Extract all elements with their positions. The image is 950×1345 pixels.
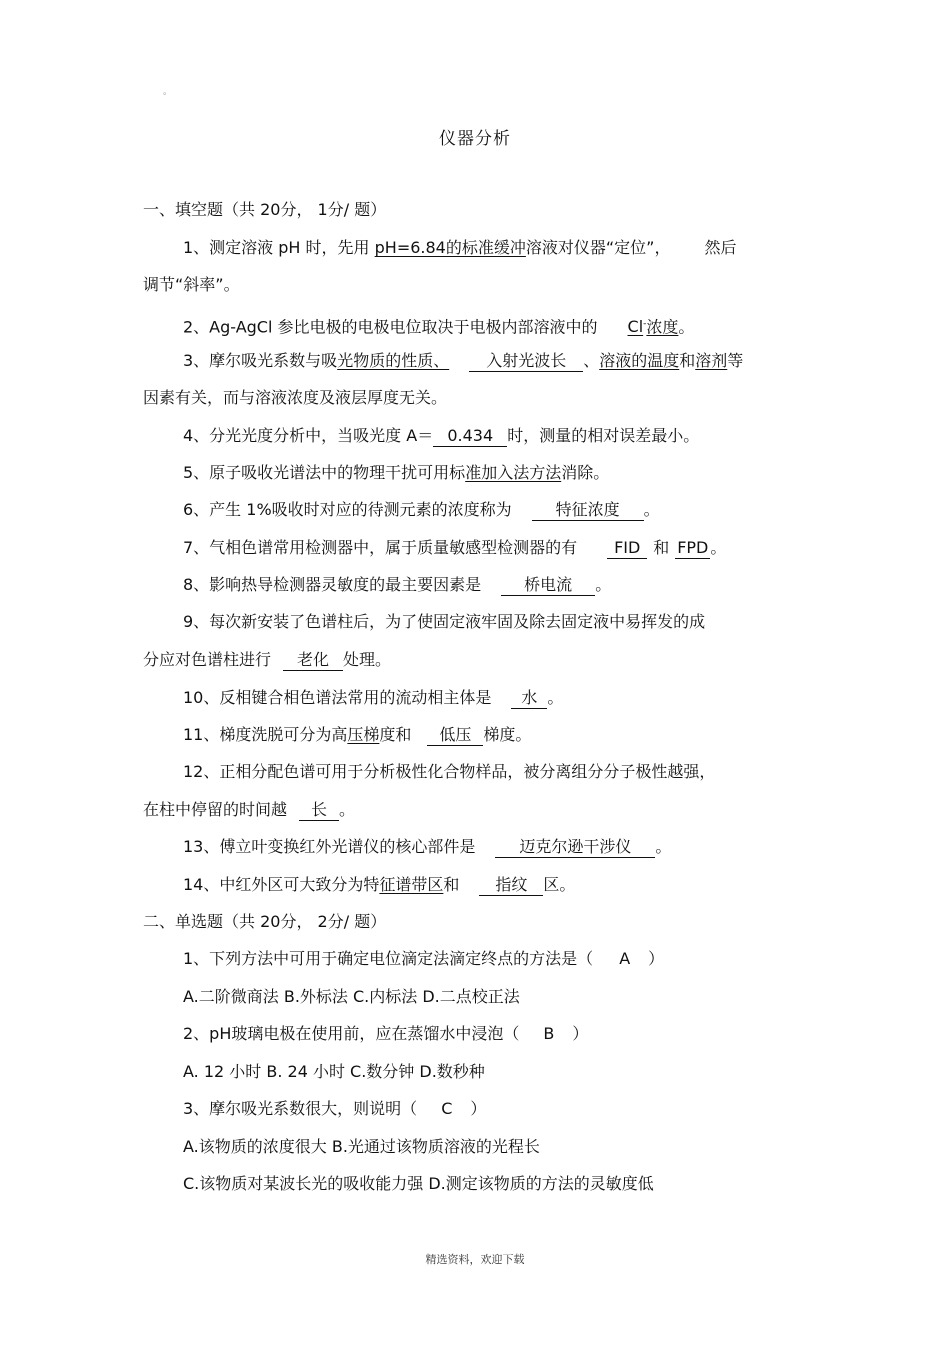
question-7: 7、气相色谱常用检测器中，属于质量敏感型检测器的有 FID 和 FPD 。 bbox=[183, 538, 727, 557]
section-heading-single-choice: 二、单选题（共 20分， 2分/ 题） bbox=[143, 912, 387, 931]
question-2: 2、Ag-AgCl 参比电极的电极电位取决于电极内部溶液中的 Cl-浓度。 bbox=[183, 317, 695, 337]
mc-question-3: 3、摩尔吸光系数很大，则说明（ C ） bbox=[183, 1099, 487, 1118]
section-heading-fill-blank: 一、填空题（共 20分， 1分/ 题） bbox=[143, 200, 387, 219]
page-marker: 。 bbox=[163, 87, 173, 97]
question-9-line-2: 分应对色谱柱进行 老化 处理。 bbox=[143, 650, 392, 669]
mc-question-2: 2、pH玻璃电极在使用前，应在蒸馏水中浸泡（ B ） bbox=[183, 1024, 589, 1043]
question-8: 8、影响热导检测器灵敏度的最主要因素是 桥电流 。 bbox=[183, 575, 612, 594]
question-9-line-1: 9、每次新安装了色谱柱后，为了使固定液牢固及除去固定液中易挥发的成 bbox=[183, 612, 706, 631]
mc-options-1: A.二阶微商法 B.外标法 C.内标法 D.二点校正法 bbox=[183, 987, 520, 1006]
mc-options-3-line-1: A.该物质的浓度很大 B.光通过该物质溶液的光程长 bbox=[183, 1137, 540, 1156]
question-6: 6、产生 1%吸收时对应的待测元素的浓度称为 特征浓度 。 bbox=[183, 500, 660, 519]
mc-answer-2: B bbox=[543, 1024, 555, 1043]
question-11: 11、梯度洗脱可分为高压梯度和 低压 梯度。 bbox=[183, 725, 532, 744]
question-1-line-1: 1、测定溶液 pH 时，先用 pH=6.84的标准缓冲溶液对仪器“定位”， 然后 bbox=[183, 238, 737, 257]
question-3-line-2: 因素有关，而与溶液浓度及液层厚度无关。 bbox=[143, 388, 448, 407]
mc-answer-3: C bbox=[441, 1099, 453, 1118]
page-title: 仪器分析 bbox=[439, 129, 511, 149]
question-10: 10、反相键合相色谱法常用的流动相主体是 水 。 bbox=[183, 688, 564, 707]
page-footer: 精选资料，欢迎下载 bbox=[425, 1253, 525, 1266]
question-4: 4、分光光度分析中，当吸光度 A＝ 0.434 时，测量的相对误差最小。 bbox=[183, 426, 700, 445]
mc-options-3-line-2: C.该物质对某波长光的吸收能力强 D.测定该物质的方法的灵敏度低 bbox=[183, 1174, 654, 1193]
mc-options-2: A. 12 小时 B. 24 小时 C.数分钟 D.数秒种 bbox=[183, 1062, 485, 1081]
question-1-line-2: 调节“斜率”。 bbox=[143, 275, 240, 294]
question-13: 13、傅立叶变换红外光谱仪的核心部件是 迈克尔逊干涉仪 。 bbox=[183, 837, 672, 856]
mc-question-1: 1、下列方法中可用于确定电位滴定法滴定终点的方法是（ A ） bbox=[183, 949, 665, 968]
question-12-line-1: 12、正相分配色谱可用于分析极性化合物样品，被分离组分分子极性越强， bbox=[183, 762, 716, 781]
question-12-line-2: 在柱中停留的时间越 长 。 bbox=[143, 800, 356, 819]
question-5: 5、原子吸收光谱法中的物理干扰可用标准加入法方法消除。 bbox=[183, 463, 610, 482]
mc-answer-1: A bbox=[619, 949, 631, 968]
question-3-line-1: 3、摩尔吸光系数与吸光物质的性质、 入射光波长 、溶液的温度和溶剂等 bbox=[183, 351, 744, 370]
question-14: 14、中红外区可大致分为特征谱带区和 指纹 区。 bbox=[183, 875, 576, 894]
